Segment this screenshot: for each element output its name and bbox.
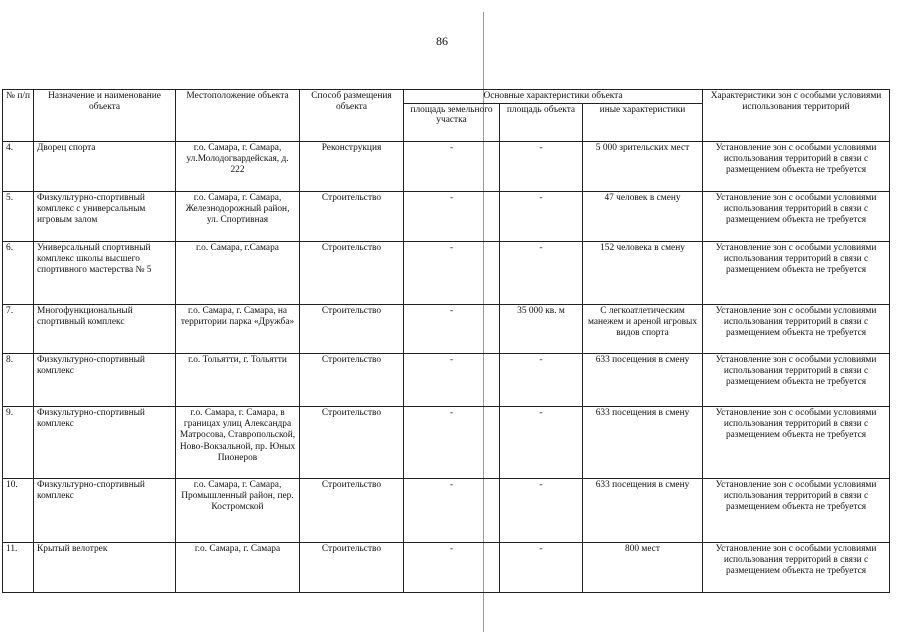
cell-location: г.о. Самара, г. Самара, в границах улиц Александра Матросова, Ставропольской, Ново-Вокзальной, пр. Юных Пионеров — [176, 406, 300, 478]
cell-no: 6. — [3, 241, 34, 304]
header-method: Способ размещения объекта — [300, 90, 404, 142]
table-row — [3, 542, 890, 592]
cell-method: Строительство — [300, 191, 404, 241]
cell-object-area: - — [500, 478, 583, 542]
header-main-characteristics: Основные характеристики объекта — [404, 90, 703, 104]
cell-location: г.о. Самара, г. Самара, Промышленный район, пер. Костромской — [176, 478, 300, 542]
cell-land-area: - — [404, 542, 500, 592]
table-body — [3, 141, 890, 592]
cell-other: 633 посещения в смену — [583, 353, 703, 406]
cell-name: Универсальный спортивный комплекс школы высшего спортивного мастерства № 5 — [34, 241, 176, 304]
cell-land-area: - — [404, 304, 500, 353]
table-row — [3, 304, 890, 353]
cell-method: Строительство — [300, 542, 404, 592]
cell-name: Многофункциональный спортивный комплекс — [34, 304, 176, 353]
cell-object-area: - — [500, 241, 583, 304]
cell-zones: Установление зон с особыми условиями использования территорий в связи с размещением объекта не требуется — [703, 353, 890, 406]
cell-zones: Установление зон с особыми условиями использования территорий в связи с размещением объекта не требуется — [703, 542, 890, 592]
cell-no: 5. — [3, 191, 34, 241]
table-row — [3, 241, 890, 304]
cell-other: 47 человек в смену — [583, 191, 703, 241]
cell-object-area: 35 000 кв. м — [500, 304, 583, 353]
header-zones: Характеристики зон с особыми условиями использования территорий — [703, 90, 890, 142]
cell-location: г.о. Самара, г.Самара — [176, 241, 300, 304]
cell-zones: Установление зон с особыми условиями использования территорий в связи с размещением объекта не требуется — [703, 191, 890, 241]
header-other: иные характеристики — [583, 103, 703, 141]
cell-location: г.о. Тольятти, г. Тольятти — [176, 353, 300, 406]
table-row — [3, 406, 890, 478]
cell-land-area: - — [404, 353, 500, 406]
cell-other: 800 мест — [583, 542, 703, 592]
table-row — [3, 141, 890, 191]
cell-location: г.о. Самара, г. Самара, ул.Молодогвардейская, д. 222 — [176, 141, 300, 191]
cell-object-area: - — [500, 542, 583, 592]
cell-method: Строительство — [300, 304, 404, 353]
cell-no: 9. — [3, 406, 34, 478]
page-number: 86 — [436, 34, 448, 48]
cell-zones: Установление зон с особыми условиями использования территорий в связи с размещением объекта не требуется — [703, 141, 890, 191]
cell-method: Реконструкция — [300, 141, 404, 191]
cell-method: Строительство — [300, 478, 404, 542]
objects-table — [2, 89, 890, 593]
cell-other: С легкоатлетическим манежем и ареной игровых видов спорта — [583, 304, 703, 353]
objects-table-container — [2, 89, 889, 593]
cell-no: 7. — [3, 304, 34, 353]
header-location: Местоположение объекта — [176, 90, 300, 142]
cell-object-area: - — [500, 191, 583, 241]
cell-other: 633 посещения в смену — [583, 478, 703, 542]
table-row — [3, 191, 890, 241]
cell-zones: Установление зон с особыми условиями использования территорий в связи с размещением объекта не требуется — [703, 478, 890, 542]
cell-location: г.о. Самара, г. Самара — [176, 542, 300, 592]
cell-other: 152 человека в смену — [583, 241, 703, 304]
cell-no: 11. — [3, 542, 34, 592]
cell-name: Физкультурно-спортивный комплекс — [34, 478, 176, 542]
cell-name: Физкультурно-спортивный комплекс — [34, 406, 176, 478]
cell-object-area: - — [500, 141, 583, 191]
cell-zones: Установление зон с особыми условиями использования территорий в связи с размещением объекта не требуется — [703, 241, 890, 304]
cell-name: Дворец спорта — [34, 141, 176, 191]
cell-other: 5 000 зрительских мест — [583, 141, 703, 191]
header-name: Назначение и наименование объекта — [34, 90, 176, 142]
table-header — [3, 90, 890, 142]
cell-land-area: - — [404, 141, 500, 191]
cell-no: 10. — [3, 478, 34, 542]
cell-name: Крытый велотрек — [34, 542, 176, 592]
header-no: № п/п — [3, 90, 34, 142]
cell-location: г.о. Самара, г. Самара, на территории парка «Дружба» — [176, 304, 300, 353]
cell-name: Физкультурно-спортивный комплекс — [34, 353, 176, 406]
cell-method: Строительство — [300, 241, 404, 304]
cell-land-area: - — [404, 406, 500, 478]
cell-name: Физкультурно-спортивный комплекс с универсальным игровым залом — [34, 191, 176, 241]
table-row — [3, 353, 890, 406]
cell-location: г.о. Самара, г. Самара, Железнодорожный район, ул. Спортивная — [176, 191, 300, 241]
table-row — [3, 478, 890, 542]
cell-zones: Установление зон с особыми условиями использования территорий в связи с размещением объекта не требуется — [703, 406, 890, 478]
cell-object-area: - — [500, 406, 583, 478]
cell-land-area: - — [404, 478, 500, 542]
cell-method: Строительство — [300, 353, 404, 406]
cell-object-area: - — [500, 353, 583, 406]
cell-other: 633 посещения в смену — [583, 406, 703, 478]
cell-no: 8. — [3, 353, 34, 406]
header-land-area: площадь земельного участка — [404, 103, 500, 141]
cell-land-area: - — [404, 191, 500, 241]
cell-zones: Установление зон с особыми условиями использования территорий в связи с размещением объекта не требуется — [703, 304, 890, 353]
cell-land-area: - — [404, 241, 500, 304]
cell-no: 4. — [3, 141, 34, 191]
header-object-area: площадь объекта — [500, 103, 583, 141]
cell-method: Строительство — [300, 406, 404, 478]
